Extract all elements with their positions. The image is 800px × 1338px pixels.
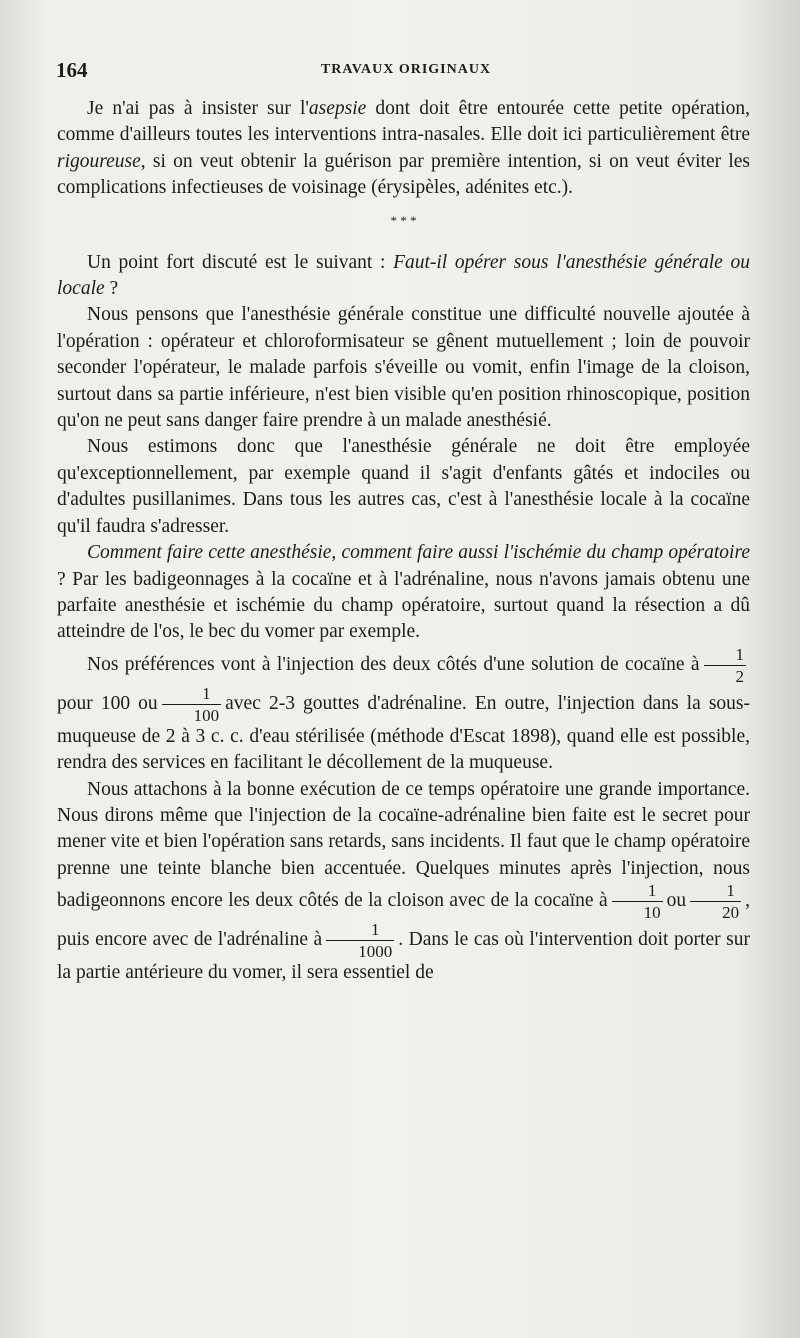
text-run: . Dans le cas où l'intervention doit porter sur la partie antérieure du vomer, il sera essentiel de	[57, 929, 750, 984]
section-separator: * * *	[390, 212, 417, 228]
italic-question: Faut-il opérer sous l'anesthésie générale ou locale	[57, 251, 750, 300]
italic-term: asepsie	[308, 98, 367, 119]
fraction-numerator: 1	[704, 646, 747, 666]
text-run: , puis encore	[57, 890, 751, 951]
fraction-numerator: 1	[326, 921, 394, 941]
body-text	[57, 96, 750, 987]
text-run: Je n'ai pas à insister sur l'	[87, 98, 309, 119]
text-run: pour 100 ou	[57, 692, 158, 714]
italic-term: rigoureuse	[57, 150, 141, 172]
paragraph-importance	[57, 777, 750, 987]
fraction-one-tenth	[612, 882, 663, 921]
fraction-one-hundredth	[162, 685, 222, 724]
fraction-denominator: 100	[193, 705, 220, 725]
fraction-denominator: 1000	[358, 942, 393, 962]
fraction-numerator: 1	[690, 882, 741, 902]
fraction-denominator: 10	[643, 903, 661, 923]
paragraph-how-to	[57, 540, 750, 646]
running-head: TRAVAUX ORIGINAUX	[320, 62, 492, 77]
page-number: 164	[56, 58, 88, 82]
page-header	[56, 58, 756, 88]
fraction-denominator: 2	[735, 666, 744, 686]
paragraph-question	[57, 250, 750, 303]
fraction-numerator: 1	[612, 882, 663, 902]
text-run: , si on veut obtenir la guérison par première intention, si on veut éviter les complications infectieuses de voisinage (érysipèles, adénites etc.).	[57, 150, 750, 199]
fraction-one-thousandth	[326, 921, 394, 960]
text-run: Nous attachons à la bonne exécution de ce temps opératoire une grande importance. Nous dirons même que l'injection de la cocaïne-adrénaline bien faite est le secret pour mener vite et bien l'opération sans retards, sans incidents. Il faut que le champ opératoire prenne une teinte blanche bien accentuée. Quelques minutes après l'injection, nous badigeonnons encore les deux	[57, 778, 750, 912]
text-run: Un point fort discuté est le suivant :	[87, 251, 394, 273]
fraction-one-half	[704, 646, 747, 685]
italic-question: Comment faire cette anesthésie, comment faire aussi l'ischémie du champ opératoire	[87, 542, 750, 564]
paragraph-asepsis	[57, 96, 750, 202]
text-run: dont doit être entourée cette petite opération, comme d'ailleurs toutes les interventions intra-nasales. Elle doit ici particulièrement être	[57, 98, 750, 146]
text-run: avec 2-3 gouttes d'adrénaline. En outre, l'injection dans la sous-muqueuse de 2 à 3 c. c. d'eau stérilisée (méthode d'Escat 1898), quand elle est possible, rendra des services en facilitant le décollement de la muqueuse.	[57, 692, 750, 774]
text-run: Nos préférences vont à l'injection des deux côtés d'une solution de cocaïne à	[87, 653, 700, 675]
paragraph-preferences	[57, 646, 750, 777]
paragraph-estimation: Nous estimons donc que l'anesthésie générale ne doit être employée qu'exceptionnellement, par exemple quand il s'agit d'enfants gâtés et indociles ou d'adultes pusillanimes. Dans tous les autres cas, c'est à l'anesthésie locale à la cocaïne qu'il faudra s'adresser.	[57, 436, 750, 537]
text-run: ?	[104, 278, 119, 300]
fraction-denominator: 20	[722, 903, 740, 923]
text-run: ? Par les badigeonnages à la cocaïne et à l'adrénaline, nous n'avons jamais obtenu une parfaite anesthésie et ischémie du champ opératoire, surtout quand la résection a dû atteindre de l'os, le bec du vomer par exemple.	[57, 568, 750, 643]
text-run: avec de l'adrénaline à	[152, 929, 323, 951]
paragraph-general-anesthesia: Nous pensons que l'anesthésie générale constitue une difficulté nouvelle ajoutée à l'opération : opérateur et chloroformisateur se gênent mutuellement ; loin de pouvoir seconder l'opérateur, le malade parfois s'éveille ou vomit, enfin l'image de la cloison, surtout dans sa partie inférieure, n'est bien visible qu'en position rhinoscopique, position qu'on ne peut sans danger faire prendre à un malade anesthésié.	[57, 304, 750, 432]
text-run: côtés de la cloison avec de la cocaïne à	[298, 890, 608, 912]
fraction-numerator: 1	[162, 685, 222, 705]
text-run: ou	[666, 890, 687, 912]
fraction-one-twentieth	[690, 882, 741, 921]
